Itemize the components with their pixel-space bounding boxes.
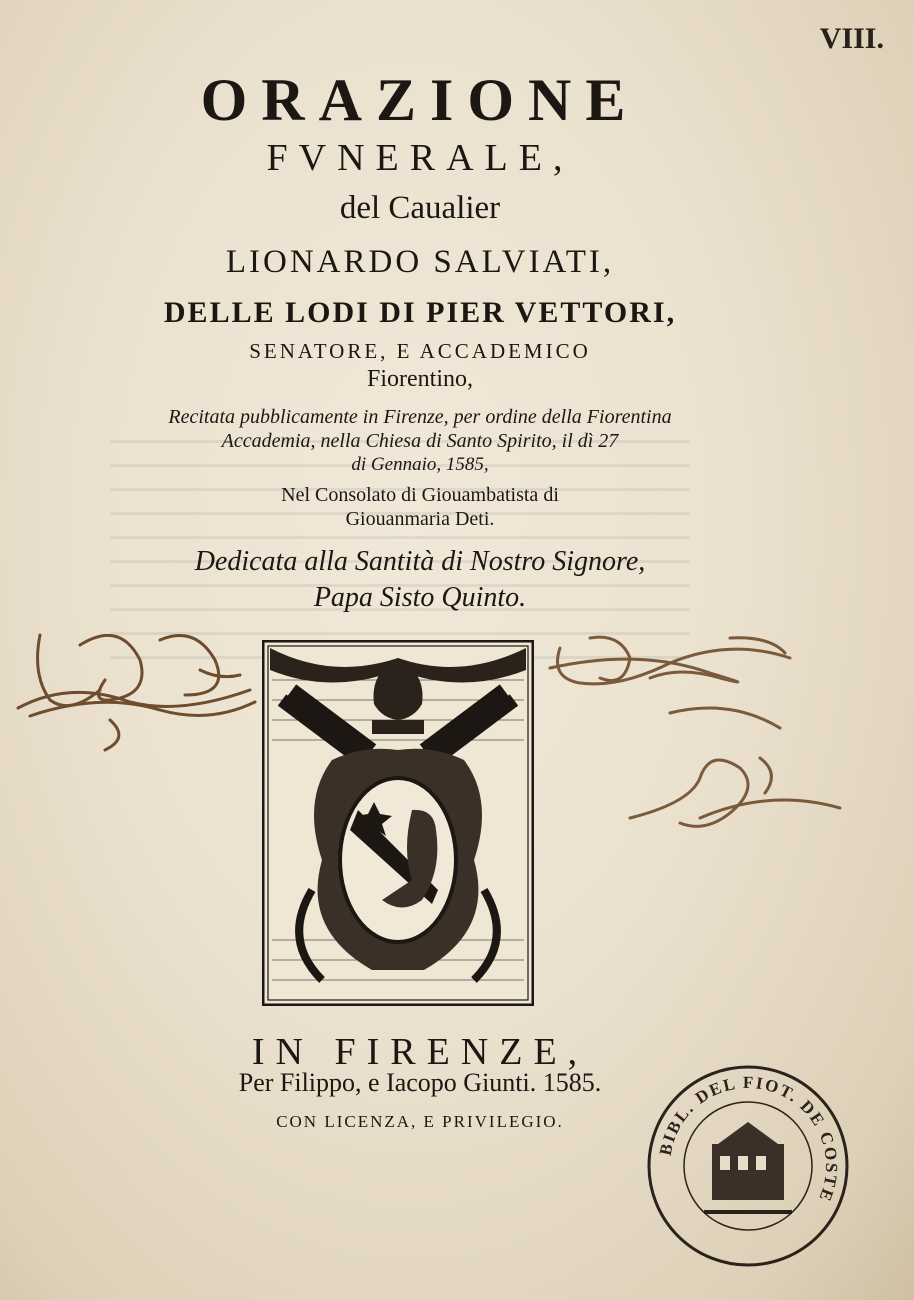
shelfmark: VIII. [819, 22, 884, 55]
stamp-text: BIBL. DEL FIOT. DE COSTE [655, 1072, 842, 1206]
subject-origin: Fiorentino, [367, 366, 473, 392]
handwritten-signature-left [10, 620, 260, 760]
title-orazione: ORAZIONE [200, 67, 640, 133]
consulate-line-1: Nel Consolato di Giouambatista di [281, 484, 559, 506]
subject-line: DELLE LODI DI PIER VETTORI, [163, 296, 677, 329]
papal-arms-woodcut [262, 640, 534, 1006]
recital-line-3: di Gennaio, 1585, [351, 454, 489, 475]
imprint-place: IN FIRENZE, [251, 1031, 589, 1073]
imprint-printers: Per Filippo, e Iacopo Giunti. 1585. [238, 1068, 602, 1097]
title-caualier: del Caualier [339, 190, 501, 226]
dedication-line-1: Dedicata alla Santità di Nostro Signore, [194, 546, 646, 577]
subject-role: SENATORE, E ACCADEMICO [249, 339, 591, 363]
consulate-line-2: Giouanmaria Deti. [345, 508, 495, 530]
handwritten-signature-right [530, 618, 850, 858]
dedication-line-2: Papa Sisto Quinto. [313, 582, 527, 613]
title-funerale: FVNERALE, [266, 137, 574, 179]
recital-line-2: Accademia, nella Chiesa di Santo Spirito, il dì 27 [221, 430, 619, 452]
author-name: LIONARDO SALVIATI, [225, 244, 615, 280]
library-stamp [646, 1064, 850, 1268]
imprint-license: CON LICENZA, E PRIVILEGIO. [276, 1112, 564, 1131]
recital-line-1: Recitata pubblicamente in Firenze, per ordine della Fiorentina [168, 406, 672, 428]
